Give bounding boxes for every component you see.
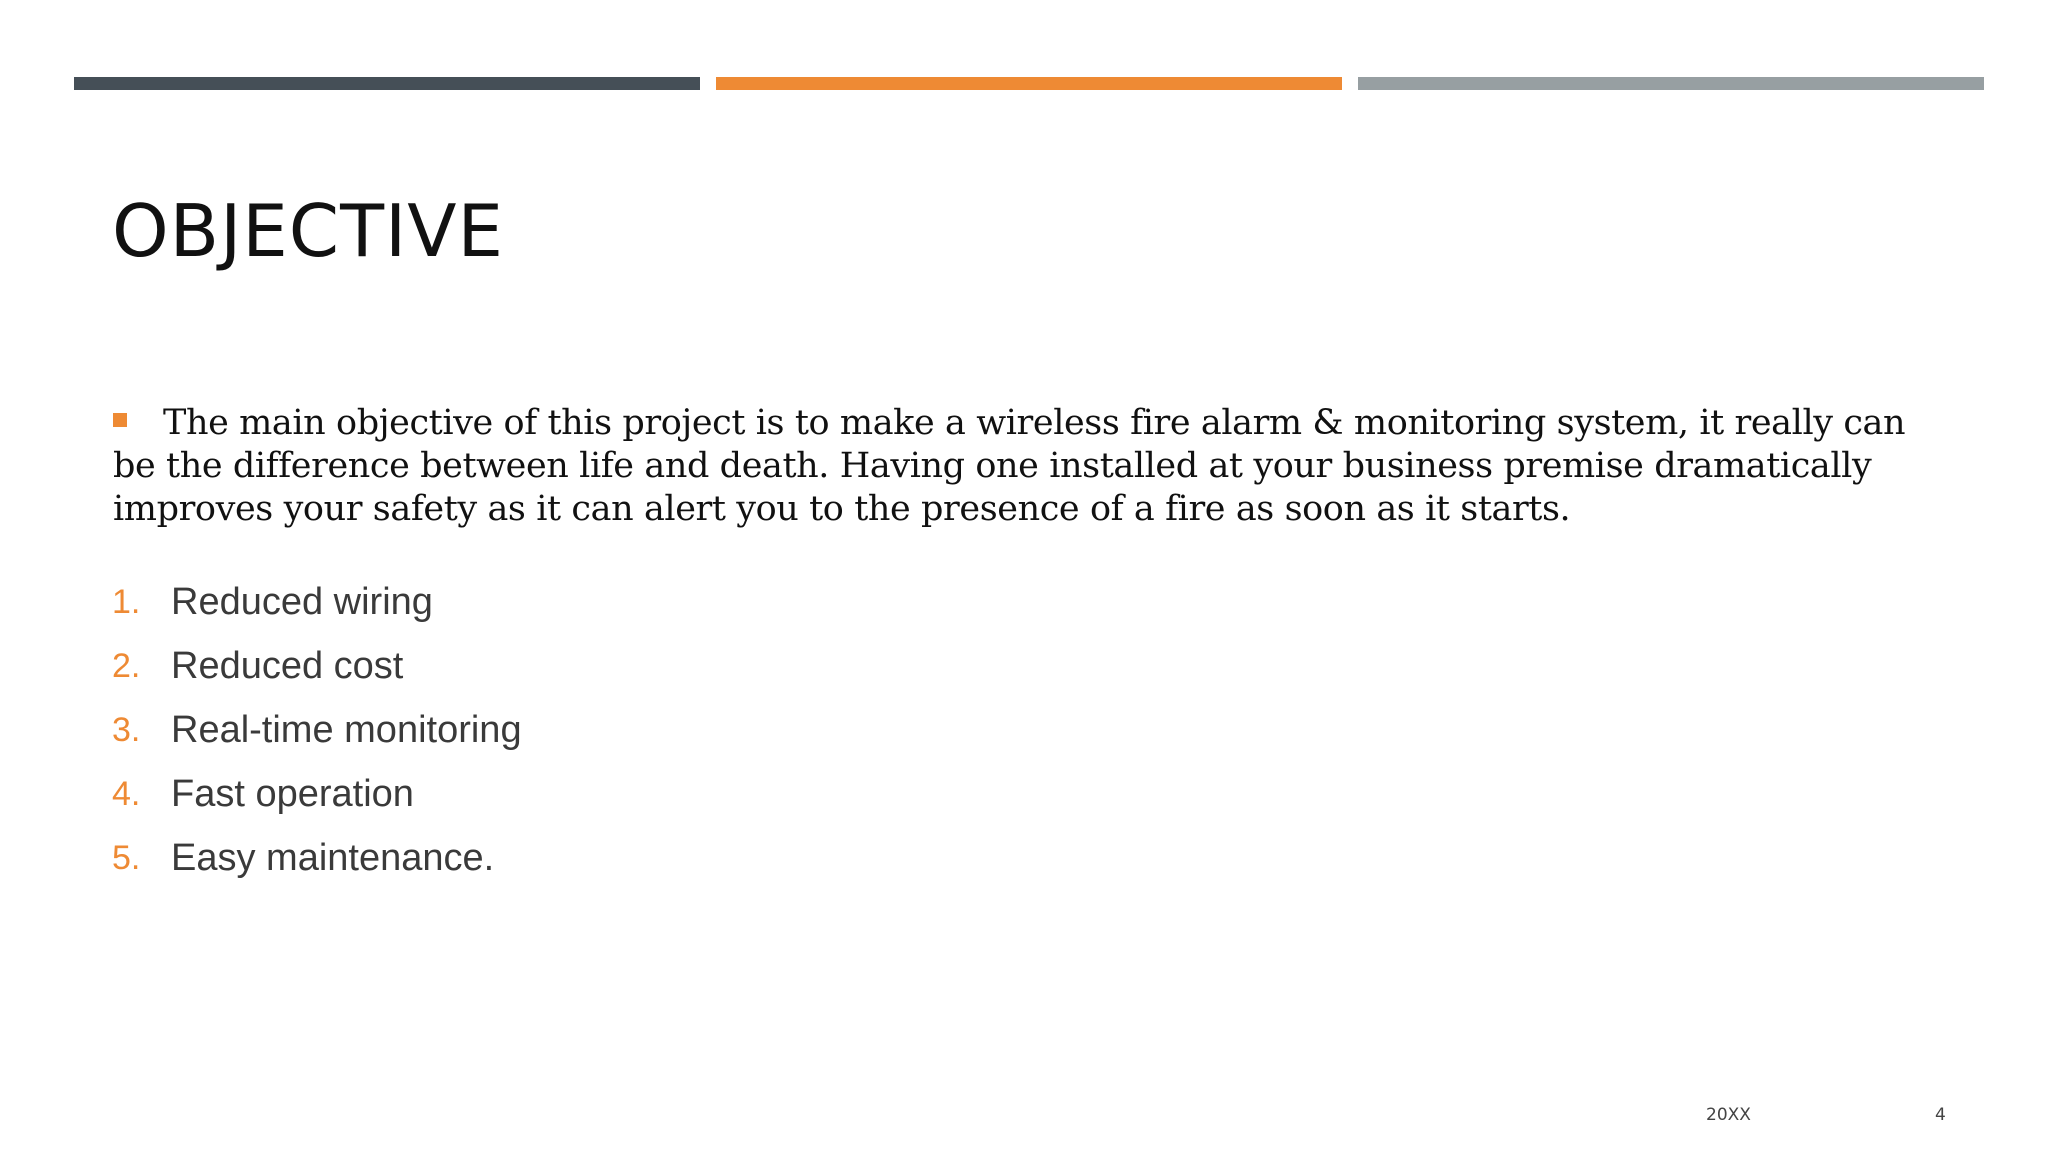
header-bar-gray [1358,77,1984,90]
list-item [112,826,522,890]
list-text: Reduced cost [171,644,404,687]
list-number: 4. [112,774,141,813]
list-text: Reduced wiring [171,580,433,623]
list-number: 3. [112,710,141,749]
objective-paragraph [113,402,1948,531]
footer-page-number: 4 [1935,1105,1946,1125]
list-text: Fast operation [171,772,414,815]
list-item [112,570,522,634]
list-item [112,698,522,762]
list-text: Real-time monitoring [171,708,522,751]
footer-date: 20XX [1706,1105,1751,1125]
list-number: 5. [112,838,141,877]
slide-title: OBJECTIVE [112,189,505,273]
square-bullet-icon [113,413,127,427]
list-number: 2. [112,646,141,685]
header-bar-orange [716,77,1342,90]
list-item [112,762,522,826]
list-text: Easy maintenance. [171,836,495,879]
header-bar-dark [74,77,700,90]
list-item [112,634,522,698]
list-number: 1. [112,582,141,621]
objective-text: The main objective of this project is to make a wireless fire alarm & monitoring system, it really can be the difference between life and death. Having one installed at your business premise dramatically improves your safety as it can alert you to the presence of a fire as soon as it starts. [113,403,1906,529]
benefits-list [112,570,522,890]
